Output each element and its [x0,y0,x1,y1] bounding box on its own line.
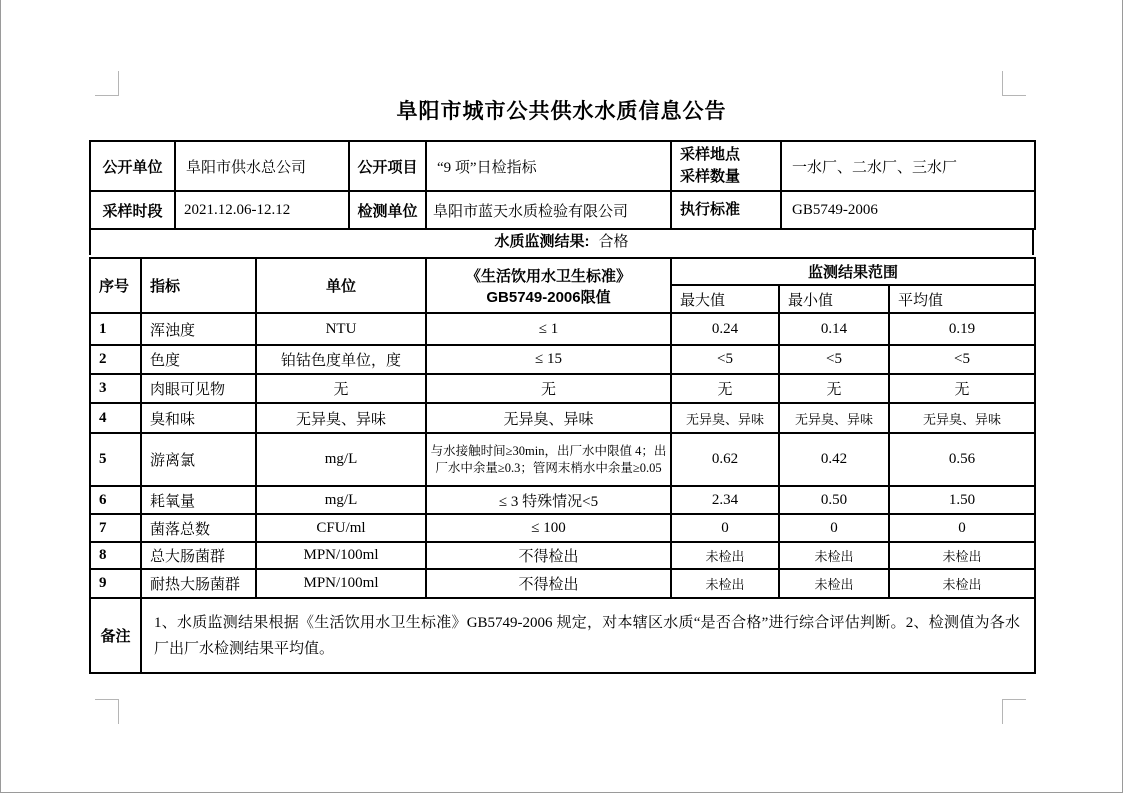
cell-avg: 0.56 [889,433,1035,486]
cell-min: <5 [779,345,889,374]
info-value-public-unit: 阜阳市供水总公司 [175,141,349,191]
cell-max: 0.24 [671,313,779,345]
cell-max: 2.34 [671,486,779,514]
cell-max: <5 [671,345,779,374]
cell-indicator: 耐热大肠菌群 [141,569,256,598]
cell-unit: 无异臭、异味 [256,403,426,433]
info-value-sampling-period: 2021.12.06-12.12 [175,191,349,229]
table-header-row [90,258,1035,285]
cell-limit: ≤ 3 特殊情况<5 [426,486,671,514]
cell-unit: mg/L [256,486,426,514]
cell-min: 无异臭、异味 [779,403,889,433]
table-row [90,486,1035,514]
margin-crop-mark-top-right [1002,71,1026,96]
cell-max: 未检出 [671,569,779,598]
table-row [90,313,1035,345]
cell-min: 无 [779,374,889,403]
cell-avg: <5 [889,345,1035,374]
table-row [90,542,1035,569]
header-unit: 单位 [256,258,426,313]
table-row [90,433,1035,486]
result-banner-value: 合格 [598,234,629,250]
cell-limit: ≤ 100 [426,514,671,542]
table-row [90,345,1035,374]
header-limit-line2: GB5749-2006限值 [486,288,611,306]
cell-limit: 与水接触时间≥30min，出厂水中限值 4；出厂水中余量≥0.3；管网末梢水中余量≥0.05 [426,433,671,486]
cell-indicator: 肉眼可见物 [141,374,256,403]
cell-unit: NTU [256,313,426,345]
cell-indicator: 耗氧量 [141,486,256,514]
info-label-testing-unit: 检测单位 [349,191,426,229]
cell-limit: ≤ 1 [426,313,671,345]
note-text: 1、水质监测结果根据《生活饮用水卫生标准》GB5749-2006 规定，对本辖区水质“是否合格”进行综合评估判断。2、检测值为各水厂出厂水检测结果平均值。 [141,598,1035,673]
header-limit-line1: 《生活饮用水卫生标准》 [465,267,631,285]
result-banner [89,228,1034,255]
cell-indicator: 菌落总数 [141,514,256,542]
cell-indicator: 总大肠菌群 [141,542,256,569]
cell-min: 0.42 [779,433,889,486]
info-row [90,141,1035,191]
table-row [90,374,1035,403]
cell-avg: 未检出 [889,569,1035,598]
cell-min: 0 [779,514,889,542]
header-avg: 平均值 [889,285,1035,313]
table-row [90,514,1035,542]
cell-limit: 无 [426,374,671,403]
cell-limit: ≤ 15 [426,345,671,374]
cell-no: 2 [90,345,141,374]
result-banner-label: 水质监测结果: [494,233,590,250]
header-min: 最小值 [779,285,889,313]
sampling-site-label: 采样地点 [680,146,741,164]
cell-limit: 不得检出 [426,569,671,598]
margin-crop-mark-top-left [95,71,119,96]
info-label-sampling-period: 采样时段 [90,191,175,229]
cell-max: 无 [671,374,779,403]
header-indicator: 指标 [141,258,256,313]
info-value-sampling-sites: 一水厂、二水厂、三水厂 [781,141,1035,191]
sampling-count-label: 采样数量 [680,168,741,185]
cell-avg: 无 [889,374,1035,403]
cell-no: 4 [90,403,141,433]
cell-no: 7 [90,514,141,542]
info-label-standard: 执行标准 [671,191,781,229]
table-row [90,569,1035,598]
cell-unit: MPN/100ml [256,569,426,598]
info-label-public-unit: 公开单位 [90,141,175,191]
margin-crop-mark-bottom-left [95,699,119,724]
cell-min: 未检出 [779,569,889,598]
note-label: 备注 [90,598,141,673]
cell-no: 3 [90,374,141,403]
cell-unit: 无 [256,374,426,403]
info-label-sampling-site-count [671,141,781,191]
info-value-standard: GB5749-2006 [781,191,1035,229]
cell-min: 0.14 [779,313,889,345]
info-value-public-project: “9 项”日检指标 [426,141,671,191]
cell-indicator: 游离氯 [141,433,256,486]
cell-unit: 铂钴色度单位，度 [256,345,426,374]
cell-limit: 不得检出 [426,542,671,569]
cell-min: 未检出 [779,542,889,569]
cell-max: 未检出 [671,542,779,569]
info-value-testing-unit: 阜阳市蓝天水质检验有限公司 [426,191,671,229]
cell-avg: 0.19 [889,313,1035,345]
info-table [89,140,1036,230]
cell-no: 9 [90,569,141,598]
cell-no: 8 [90,542,141,569]
cell-unit: MPN/100ml [256,542,426,569]
info-label-public-project: 公开项目 [349,141,426,191]
table-row [90,403,1035,433]
indicators-table [89,257,1036,674]
cell-unit: mg/L [256,433,426,486]
cell-max: 0 [671,514,779,542]
header-max: 最大值 [671,285,779,313]
page-title: 阜阳市城市公共供水水质信息公告 [396,100,727,123]
margin-crop-mark-bottom-right [1002,699,1026,724]
cell-limit: 无异臭、异味 [426,403,671,433]
cell-indicator: 色度 [141,345,256,374]
cell-no: 6 [90,486,141,514]
cell-unit: CFU/ml [256,514,426,542]
note-row [90,598,1035,673]
header-no: 序号 [90,258,141,313]
cell-avg: 未检出 [889,542,1035,569]
cell-no: 1 [90,313,141,345]
cell-avg: 无异臭、异味 [889,403,1035,433]
cell-indicator: 臭和味 [141,403,256,433]
cell-avg: 1.50 [889,486,1035,514]
cell-max: 无异臭、异味 [671,403,779,433]
cell-avg: 0 [889,514,1035,542]
info-row [90,191,1035,229]
cell-max: 0.62 [671,433,779,486]
cell-min: 0.50 [779,486,889,514]
cell-no: 5 [90,433,141,486]
page-edge-left [0,0,1,793]
header-result-range: 监测结果范围 [671,258,1035,285]
cell-indicator: 浑浊度 [141,313,256,345]
header-limit [426,258,671,313]
